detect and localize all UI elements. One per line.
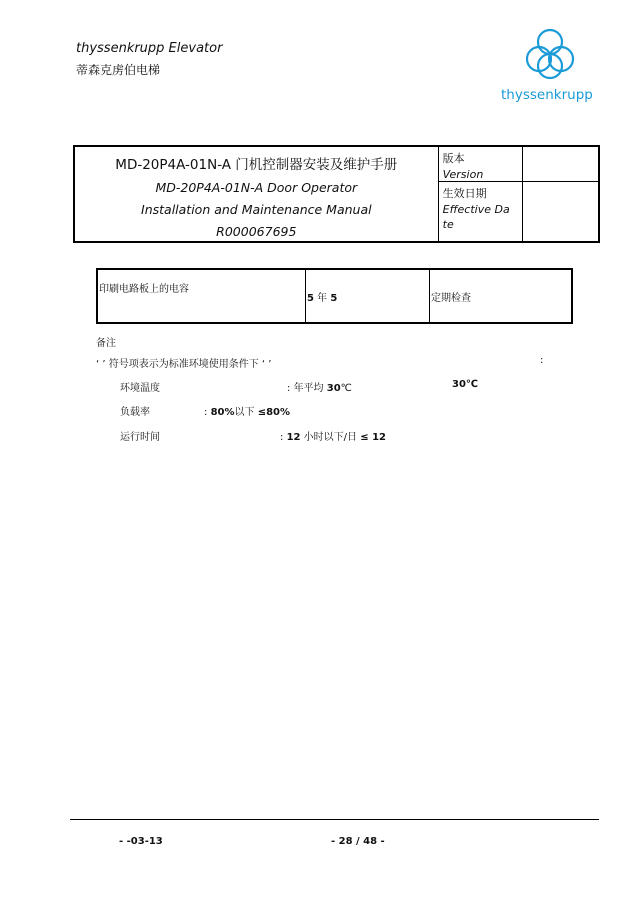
company-name-en: thyssenkrupp Elevator <box>76 41 223 56</box>
date-value <box>523 182 599 243</box>
condition-runtime-sep: : <box>280 432 284 443</box>
title-en-line1: MD-20P4A-01N-A Door Operator <box>155 180 358 195</box>
condition-runtime-text: 小时以下/日 <box>300 432 361 443</box>
notes-colon: : <box>540 355 544 366</box>
title-cell <box>74 146 438 242</box>
condition-runtime-label: 运行时间 <box>120 432 160 443</box>
condition-temperature-unit: ℃ <box>340 383 352 394</box>
document-title-block <box>73 145 600 243</box>
logo-wordmark: thyssenkrupp <box>501 87 593 103</box>
title-cn: MD-20P4A-01N-A 门机控制器安装及维护手册 <box>115 157 398 173</box>
item-action: 定期检查 <box>430 269 573 323</box>
date-label-en-1: Effective Da <box>442 203 510 216</box>
thyssenkrupp-rings-icon <box>522 26 578 82</box>
document-number: R000067695 <box>216 224 297 239</box>
version-value <box>523 146 599 182</box>
version-label-en: Version <box>442 168 484 181</box>
condition-temperature-sep: : <box>287 383 291 394</box>
condition-temperature-label: 环境温度 <box>120 383 160 394</box>
condition-load-text: 以下 <box>234 407 258 418</box>
condition-temperature-limit: 30℃ <box>452 379 479 390</box>
footer-page-number: - 28 / 48 - <box>331 836 385 847</box>
item-life <box>306 269 430 323</box>
condition-load-number: 80% <box>210 407 235 418</box>
condition-temperature-value <box>287 379 352 394</box>
life-value2: 5 <box>330 292 338 304</box>
footer-divider <box>70 819 599 820</box>
condition-temperature-number: 30 <box>326 383 341 394</box>
notes-description: ‘ ’ 符号项表示为标准环境使用条件下 ‘ ’ <box>96 359 272 370</box>
condition-load-value <box>204 403 290 418</box>
thyssenkrupp-logo <box>497 26 601 106</box>
date-label-en-2: te <box>442 218 454 231</box>
date-label-cell <box>438 182 523 243</box>
life-unit: 年 <box>313 292 331 304</box>
version-label-cn: 版本 <box>442 152 465 165</box>
item-name: 印刷电路板上的电容 <box>97 269 306 323</box>
condition-runtime-number: 12 <box>286 432 301 443</box>
maintenance-item-table <box>96 268 573 324</box>
condition-load-limit: ≤80% <box>257 407 291 418</box>
version-label-cell <box>438 146 523 182</box>
condition-runtime-limit: ≤ 12 <box>360 432 386 443</box>
company-name-cn: 蒂森克虏伯电梯 <box>76 63 161 77</box>
date-label-cn: 生效日期 <box>442 187 487 200</box>
condition-load-sep: : <box>204 407 208 418</box>
title-en-line2: Installation and Maintenance Manual <box>141 202 372 217</box>
condition-load-label: 负载率 <box>120 407 150 418</box>
footer-date: - -03-13 <box>119 836 163 847</box>
notes-title: 备注 <box>96 338 116 349</box>
condition-runtime-value <box>280 428 386 443</box>
life-value: 5 <box>307 292 314 304</box>
table-row <box>97 269 572 323</box>
condition-temperature-text: 年平均 <box>293 383 327 394</box>
